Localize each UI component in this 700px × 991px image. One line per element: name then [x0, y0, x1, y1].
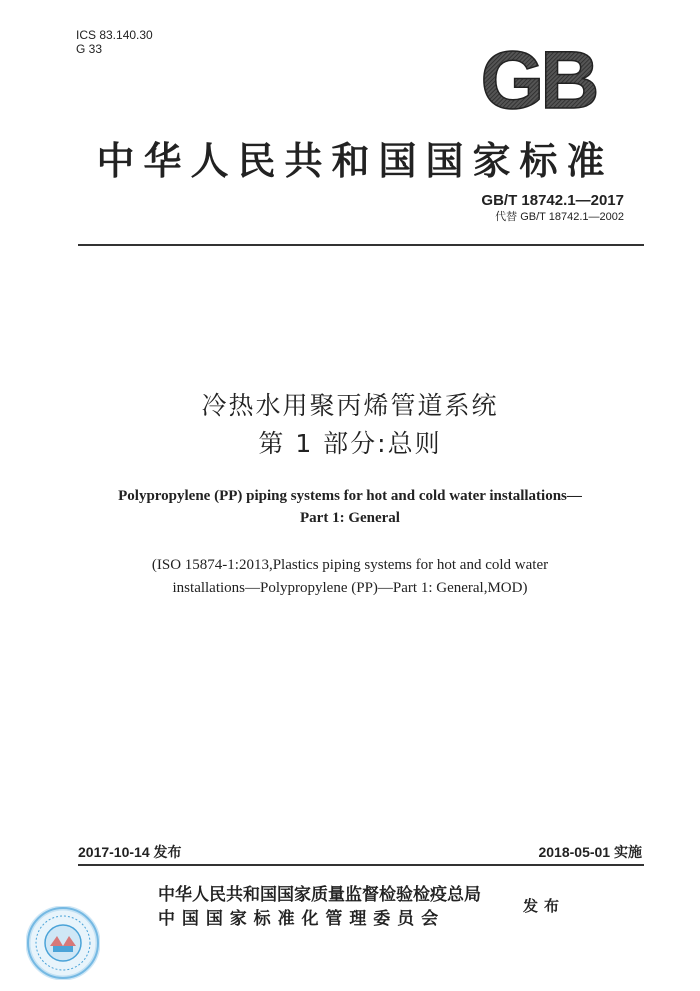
standard-number-block	[481, 192, 624, 224]
national-standard-title: 中华人民共和国国家标准	[96, 138, 614, 183]
ics-code: ICS 83.140.30	[76, 28, 153, 42]
iso-reference-line2: installations—Polypropylene (PP)—Part 1: General,MOD)	[172, 580, 528, 596]
issue-date: 2017-10-14 发布	[78, 844, 182, 860]
gb-logo-text: GB	[480, 42, 596, 118]
certification-seal-icon	[26, 906, 100, 980]
title-cn-line1: 冷热水用聚丙烯管道系统	[201, 391, 499, 420]
bottom-divider	[78, 864, 644, 866]
title-en-line1: Polypropylene (PP) piping systems for hot and cold water installations—	[118, 488, 582, 504]
classification-codes	[76, 28, 153, 56]
title-cn-line2: 第 1 部分:总则	[258, 429, 442, 458]
issuer-line1: 中华人民共和国国家质量监督检验检疫总局	[158, 885, 481, 905]
top-divider	[78, 244, 644, 246]
gb-logo	[470, 42, 606, 118]
issuer-line2: 中 国 国 家 标 准 化 管 理 委 员 会	[158, 909, 439, 929]
issued-label: 发布	[523, 897, 566, 915]
iso-reference-line1: (ISO 15874-1:2013,Plastics piping systems for hot and cold water	[151, 557, 549, 573]
implementation-date: 2018-05-01 实施	[538, 844, 642, 860]
title-en-line2: Part 1: General	[300, 510, 400, 526]
replaces-standard: 代替 GB/T 18742.1—2002	[495, 211, 624, 223]
standard-number: GB/T 18742.1—2017	[481, 192, 624, 209]
ccs-code: G 33	[76, 42, 103, 56]
